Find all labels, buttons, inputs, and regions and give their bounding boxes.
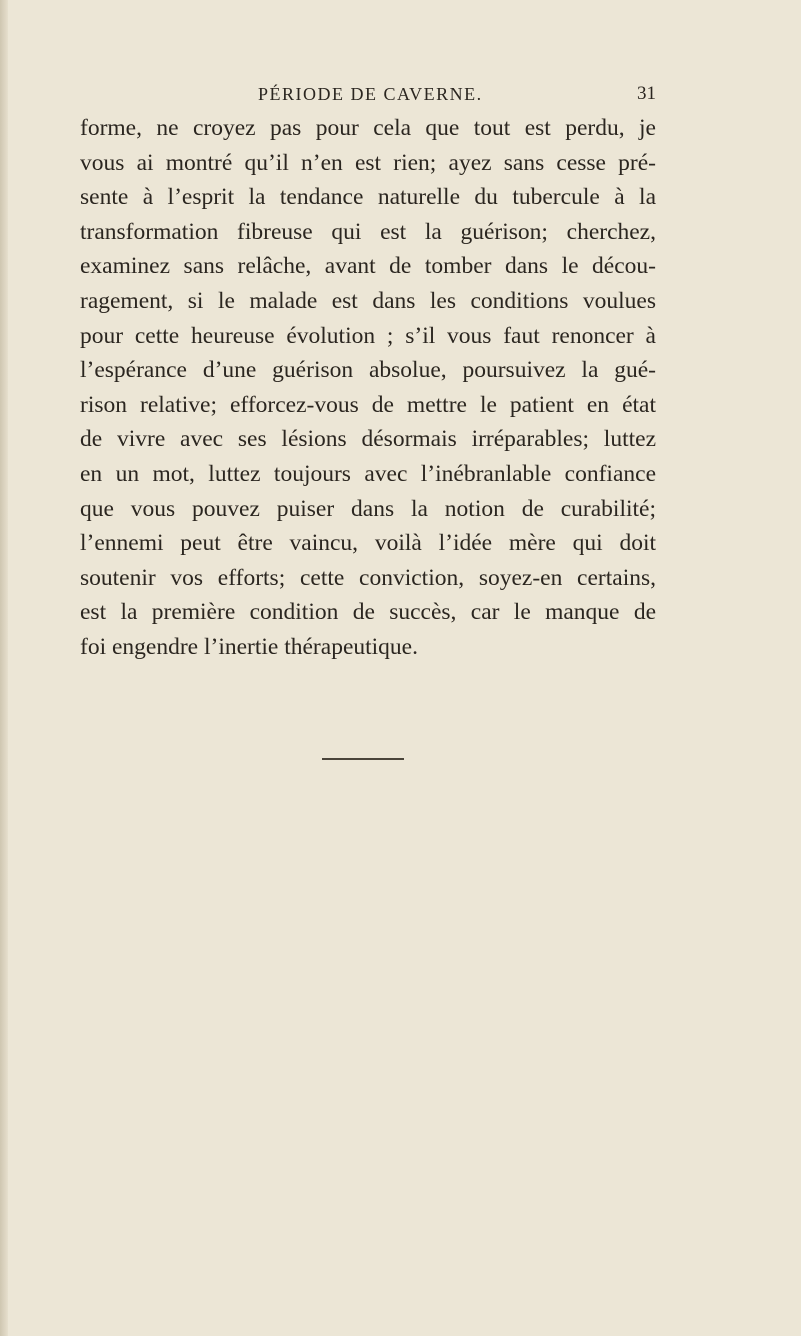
- text-line: examinez sans relâche, avant de tomber dans le décou-: [80, 253, 656, 280]
- text-line: est la première condition de succès, car le manque de: [80, 599, 656, 626]
- page-number: 31: [637, 83, 656, 104]
- section-end-rule: [322, 758, 404, 760]
- text-line: vous ai montré qu’il n’en est rien; ayez sans cesse pré-: [80, 149, 656, 176]
- text-line: soutenir vos efforts; cette conviction, soyez-en certains,: [80, 564, 656, 591]
- text-line: que vous pouvez puiser dans la notion de curabilité;: [80, 495, 656, 522]
- text-line: rison relative; efforcez-vous de mettre le patient en état: [80, 391, 656, 418]
- running-title: PÉRIODE DE CAVERNE.: [258, 84, 483, 104]
- text-line: transformation fibreuse qui est la guérison; cherchez,: [80, 218, 656, 245]
- text-line: l’espérance d’une guérison absolue, poursuivez la gué-: [80, 357, 656, 384]
- text-line: en un mot, luttez toujours avec l’inébranlable confiance: [80, 460, 656, 487]
- body-paragraph: [80, 111, 656, 665]
- text-line: sente à l’esprit la tendance naturelle du tubercule à la: [80, 184, 656, 211]
- text-line-last: foi engendre l’inertie thérapeutique.: [80, 633, 418, 660]
- text-line: de vivre avec ses lésions désormais irréparables; luttez: [80, 426, 656, 453]
- running-head: [80, 82, 656, 106]
- text-line: l’ennemi peut être vaincu, voilà l’idée mère qui doit: [80, 530, 656, 557]
- page-binding-edge: [0, 0, 8, 1336]
- text-line: forme, ne croyez pas pour cela que tout est perdu, je: [80, 115, 656, 141]
- text-line: ragement, si le malade est dans les conditions voulues: [80, 287, 656, 314]
- text-line: pour cette heureuse évolution ; s’il vous faut renoncer à: [80, 322, 656, 349]
